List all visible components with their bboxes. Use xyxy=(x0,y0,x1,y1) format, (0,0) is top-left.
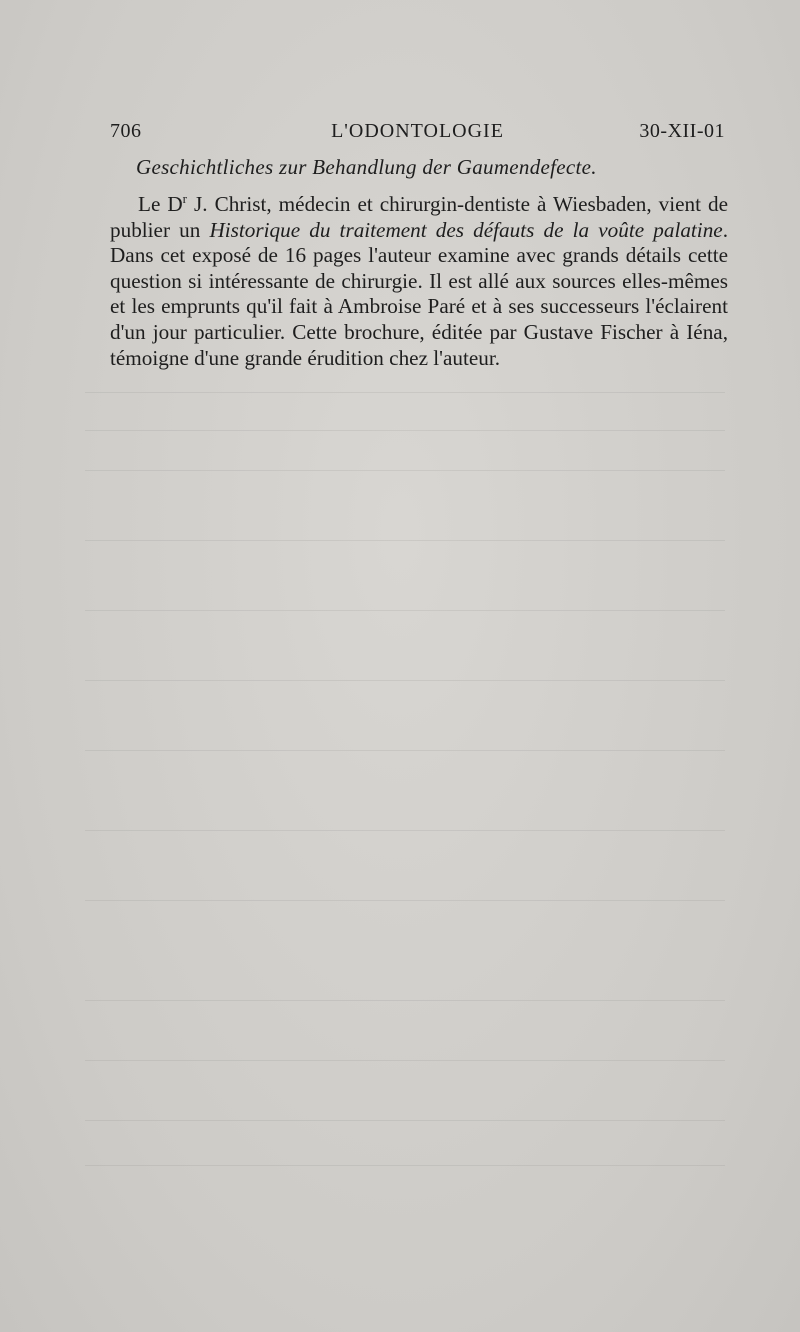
bleed-through-line xyxy=(85,540,725,541)
page-number: 706 xyxy=(110,120,142,142)
bleed-through-line xyxy=(85,1120,725,1121)
paragraph-text-mid: J. Christ, médecin et chirurgin-dentiste à Wiesbaden, vient de publier un xyxy=(110,192,729,242)
bleed-through-line xyxy=(85,900,725,901)
issue-date: 30-XII-01 xyxy=(639,120,725,142)
running-head xyxy=(110,120,725,150)
article-paragraph xyxy=(110,186,728,371)
paragraph-italic-title: Historique du traitement des défauts de la voûte palatine xyxy=(209,217,723,242)
paragraph-text-start: Le D xyxy=(138,192,183,217)
paragraph-superscript: r xyxy=(182,191,188,206)
bleed-through-line xyxy=(85,1060,725,1061)
bleed-through-line xyxy=(85,430,725,431)
bleed-through-line xyxy=(85,750,725,751)
paragraph-text-end: . Dans cet exposé de 16 pages l'auteur examine avec grands détails cette question si intéressante de chirurgie. Il est allé aux sources elles-mêmes et les emprunts qu'il fait à Ambroise Paré et à ses successeurs l'éclairent d'un jour particulier. Cette brochure, éditée par Gustave Fischer à Iéna, témoigne d'une grande érudition chez l'auteur. xyxy=(110,217,728,370)
journal-title: L'ODONTOLOGIE xyxy=(331,120,504,142)
bleed-through-line xyxy=(85,610,725,611)
bleed-through-line xyxy=(85,1165,725,1166)
bleed-through-line xyxy=(85,392,725,393)
bleed-through-line xyxy=(85,470,725,471)
bleed-through-line xyxy=(85,830,725,831)
bleed-through-line xyxy=(85,1000,725,1001)
article-title: Geschichtliches zur Behandlung der Gaumendefecte. xyxy=(136,155,597,179)
bleed-through-line xyxy=(85,680,725,681)
